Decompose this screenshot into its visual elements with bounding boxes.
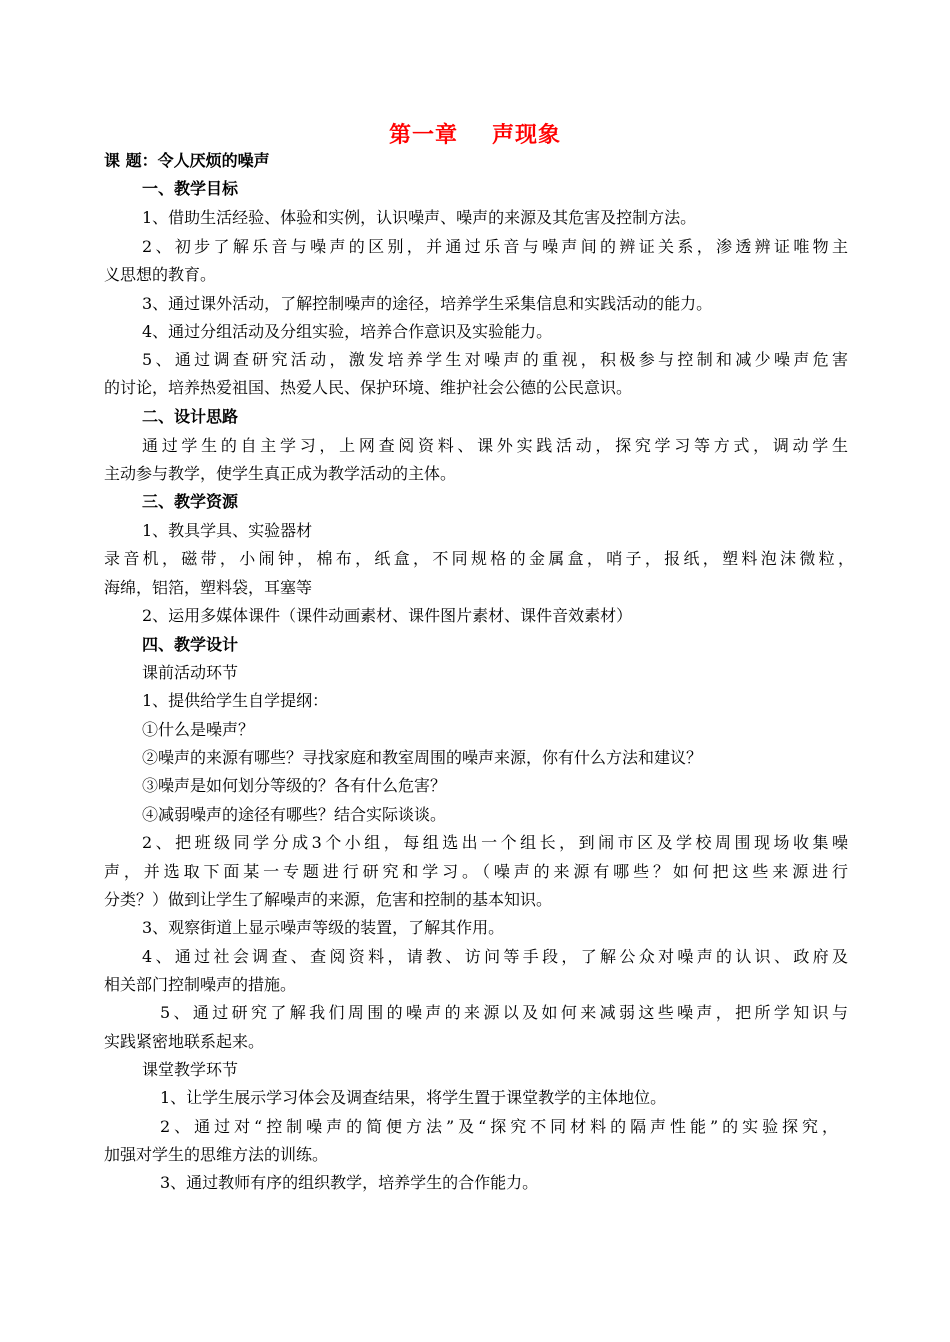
paragraph: 实践紧密地联系起来。 (104, 1032, 265, 1051)
paragraph: 主动参与教学，使学生真正成为教学活动的主体。 (104, 464, 457, 483)
paragraph: 海绵，铝箔，塑料袋，耳塞等 (104, 578, 313, 597)
paragraph: 2、初步了解乐音与噪声的区别，并通过乐音与噪声间的辨证关系，渗透辨证唯物主 (142, 237, 848, 256)
paragraph: 的讨论，培养热爱祖国、热爱人民、保护环境、维护社会公德的公民意识。 (104, 378, 633, 397)
list-item: ②噪声的来源有哪些？寻找家庭和教室周围的噪声来源，你有什么方法和建议？ (142, 748, 703, 767)
list-item: ④减弱噪声的途径有哪些？结合实际谈谈。 (142, 805, 447, 824)
paragraph: 通过学生的自主学习，上网查阅资料、课外实践活动，探究学习等方式，调动学生 (142, 436, 848, 455)
paragraph: 3、观察街道上显示噪声等级的装置，了解其作用。 (142, 918, 505, 937)
chapter-number: 第一章 (388, 123, 458, 148)
paragraph: 1、提供给学生自学提纲： (142, 691, 329, 710)
paragraph: 1、教具学具、实验器材 (142, 521, 313, 540)
paragraph: 4、通过社会调查、查阅资料，请教、访问等手段，了解公众对噪声的认识、政府及 (142, 947, 848, 966)
subsection-title: 课堂教学环节 (142, 1060, 239, 1079)
chapter-title (0, 118, 950, 149)
paragraph: 5、通过研究了解我们周围的噪声的来源以及如何来减弱这些噪声，把所学知识与 (160, 1003, 848, 1022)
lesson-title: 课 题：令人厌烦的噪声 (104, 151, 270, 170)
section-heading-teaching-design: 四、教学设计 (142, 635, 239, 654)
paragraph: 录音机，磁带，小闹钟，棉布，纸盒，不同规格的金属盒，哨子，报纸，塑料泡沫微粒， (104, 549, 854, 568)
paragraph: 2、把班级同学分成3个小组，每组选出一个组长，到闹市区及学校周围现场收集噪 (142, 833, 848, 852)
paragraph: 分类？）做到让学生了解噪声的来源，危害和控制的基本知识。 (104, 890, 553, 909)
paragraph: 1、借助生活经验、体验和实例，认识噪声、噪声的来源及其危害及控制方法。 (142, 208, 697, 227)
paragraph: 加强对学生的思维方法的训练。 (104, 1145, 329, 1164)
paragraph: 5、通过调查研究活动，激发培养学生对噪声的重视，积极参与控制和减少噪声危害 (142, 350, 848, 369)
paragraph: 义思想的教育。 (104, 265, 217, 284)
paragraph: 3、通过教师有序的组织教学，培养学生的合作能力。 (160, 1173, 539, 1192)
list-item: ③噪声是如何划分等级的？各有什么危害？ (142, 776, 447, 795)
section-heading-goals: 一、教学目标 (142, 179, 239, 198)
paragraph: 4、通过分组活动及分组实验，培养合作意识及实验能力。 (142, 322, 553, 341)
chapter-name: 声现象 (492, 123, 562, 148)
list-item: ①什么是噪声？ (142, 720, 255, 739)
paragraph: 2、通过对“控制噪声的简便方法”及“探究不同材料的隔声性能”的实验探究， (160, 1117, 838, 1136)
paragraph: 1、让学生展示学习体会及调查结果，将学生置于课堂教学的主体地位。 (160, 1088, 667, 1107)
subsection-title: 课前活动环节 (142, 663, 239, 682)
paragraph: 相关部门控制噪声的措施。 (104, 975, 297, 994)
paragraph: 2、运用多媒体课件（课件动画素材、课件图片素材、课件音效素材） (142, 606, 633, 625)
section-heading-resources: 三、教学资源 (142, 492, 239, 511)
paragraph: 3、通过课外活动，了解控制噪声的途径，培养学生采集信息和实践活动的能力。 (142, 294, 713, 313)
paragraph: 声，并选取下面某一专题进行研究和学习。（噪声的来源有哪些？如何把这些来源进行 (104, 862, 848, 881)
section-heading-design: 二、设计思路 (142, 407, 239, 426)
